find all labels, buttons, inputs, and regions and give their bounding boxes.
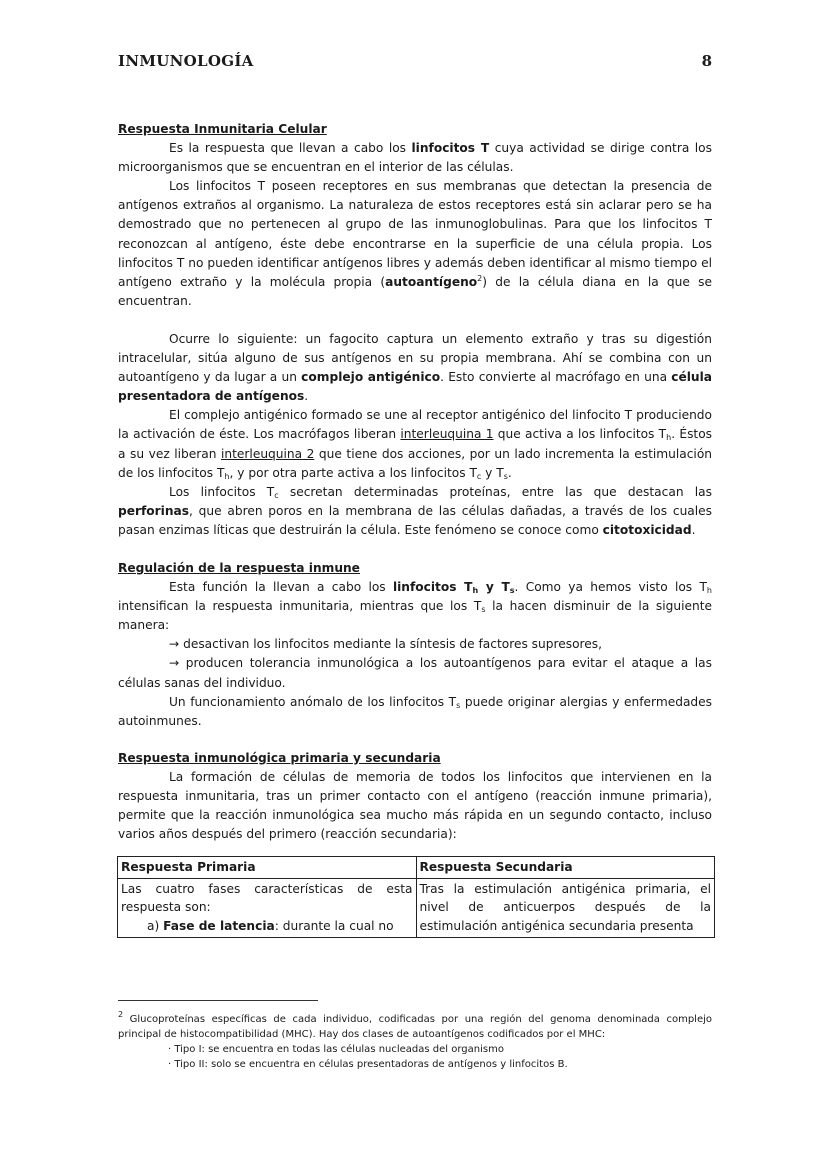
table-row xyxy=(118,878,715,937)
section-heading-primary-secondary: Respuesta inmunológica primaria y secundaria xyxy=(118,750,441,765)
table-header-row xyxy=(118,857,715,879)
footnote: $^2$ Glucoproteínas específicas de cada individuo, codificadas por una región del genoma denominada complejo principal de histocompatibilidad (MHC). Hay dos clases de autoantígenos codificados por el MHC: · Tipo I: se encuentra en todas las células nucleadas del organismo · Tipo II: solo se encuentra en células presentadoras de antígenos y linfocitos B. xyxy=(118,1010,712,1070)
paragraph: Un funcionamiento anómalo de los linfocitos $T_s$ puede originar alergias y enfermedades autoinmunes. xyxy=(118,694,712,728)
comparison-table xyxy=(117,856,715,937)
paragraph: Esta función la llevan a cabo los linfocitos $T_h$ y $T_s$. Como ya hemos visto los $T_h$ intensifican la respuesta inmunitaria, mientras que los $T_s$ la hacen disminuir de la siguiente manera: xyxy=(118,580,712,633)
footnote-item: · Tipo I: se encuentra en todas las células nucleadas del organismo xyxy=(168,1044,504,1055)
footnote-separator xyxy=(118,1000,318,1001)
paragraph: Ocurre lo siguiente: un fagocito captura un elemento extraño y tras su digestión intracelular, sitúa alguno de sus antígenos en su propia membrana. Ahí se combina con un autoantígeno y da lugar a un complejo antigénico. Esto convierte al macrófago en una célula presentadora de antígenos. xyxy=(118,331,713,404)
section-heading-regulation: Regulación de la respuesta inmune xyxy=(118,560,360,575)
table-cell-secondary: Tras la estimulación antigénica primaria, el nivel de anticuerpos después de la estimulación antigénica secundaria presenta xyxy=(416,878,715,937)
table-header-primary: Respuesta Primaria xyxy=(118,857,417,879)
footnote-marker: 2 xyxy=(118,1010,124,1019)
list-item: → desactivan los linfocitos mediante la síntesis de factores supresores, xyxy=(169,637,602,652)
paragraph: Los linfocitos T poseen receptores en sus membranas que detectan la presencia de antígenos extraños al organismo. La naturaleza de estos receptores está sin aclarar pero se ha demostrado que no pertenecen al grupo de las inmunoglobulinas. Para que los linfocitos T reconozcan al antígeno, éste debe encontrarse en la superficie de una célula propia. Los linfocitos T no pueden identificar antígenos libres y además deben identificar al mismo tiempo el antígeno extraño y la molécula propia (autoantígeno$^2$) de la célula diana en la que se encuentran. xyxy=(118,179,712,308)
table-header-secondary: Respuesta Secundaria xyxy=(416,857,715,879)
page-header xyxy=(118,52,712,74)
document-title: INMUNOLOGÍA xyxy=(118,52,254,70)
list-item: → producen tolerancia inmunológica a los autoantígenos para evitar el ataque a las células sanas del individuo. xyxy=(118,656,712,690)
paragraph: Es la respuesta que llevan a cabo los linfocitos T cuya actividad se dirige contra los microorganismos que se encuentran en el interior de las células. xyxy=(118,141,712,175)
paragraph: El complejo antigénico formado se une al receptor antigénico del linfocito T produciendo la activación de éste. Los macrófagos liberan interleuquina 1 que activa a los linfocitos $T_h$. Éstos a su vez liberan interleuquina 2 que tiene dos acciones, por un lado incrementa la estimulación de los linfocitos $T_h$, y por otra parte activa a los linfocitos $T_c$ y $T_s$. xyxy=(118,408,712,481)
paragraph: Los linfocitos $T_c$ secretan determinadas proteínas, entre las que destacan las perforinas, que abren poros en la membrana de las células dañadas, a través de los cuales pasan enzimas líticas que destruirán la célula. Este fenómeno se conoce como citotoxicidad. xyxy=(118,484,712,537)
section-heading-cellular-response: Respuesta Inmunitaria Celular xyxy=(118,122,327,136)
paragraph: La formación de células de memoria de todos los linfocitos que intervienen en la respuesta inmunitaria, tras un primer contacto con el antígeno (reacción inmune primaria), permite que la reacción inmunológica sea mucho más rápida en un segundo contacto, incluso varios años después del primero (reacción secundaria): xyxy=(118,769,712,842)
page-number: 8 xyxy=(701,52,712,70)
document-body xyxy=(118,120,712,938)
footnote-item: · Tipo II: solo se encuentra en células presentadoras de antígenos y linfocitos B. xyxy=(168,1059,568,1070)
footnote-ref[interactable]: 2 xyxy=(477,273,483,283)
table-cell-primary: Las cuatro fases características de esta respuesta son: a) Fase de latencia: durante la cual no xyxy=(118,878,417,937)
